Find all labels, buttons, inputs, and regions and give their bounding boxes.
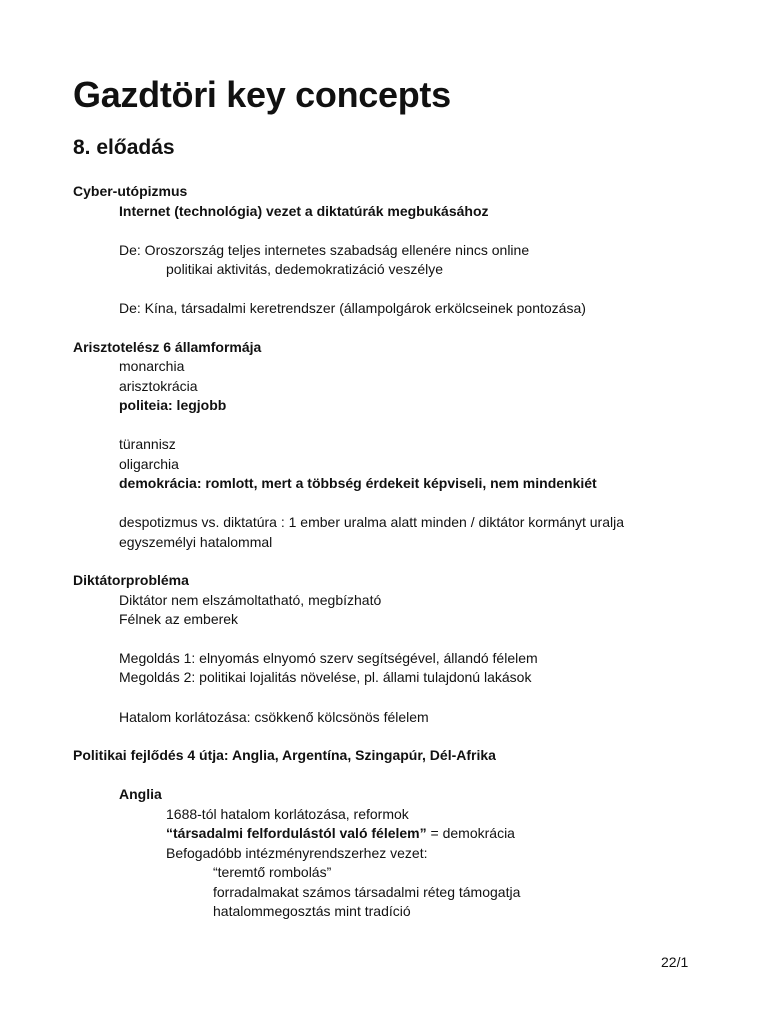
anglia-line-1: 1688-tól hatalom korlátozása, reformok [166,806,409,822]
arisztotelesz-heading: Arisztotelész 6 államformája [73,339,262,355]
arisztotelesz-item-7: despotizmus vs. diktatúra : 1 ember uralma alatt minden / diktátor kormányt uralja [119,514,624,530]
anglia-line-4: “teremtő rombolás” [213,864,332,880]
diktator-line-3: Megoldás 1: elnyomás elnyomó szerv segítségével, állandó félelem [119,650,538,666]
anglia-line-2-rest: = demokrácia [426,825,515,841]
lecture-number: 8. előadás [73,136,175,159]
page-number: 22/1 [661,954,689,970]
arisztotelesz-item-1: monarchia [119,358,185,374]
arisztotelesz-item-6: demokrácia: romlott, mert a többség érdekeit képviseli, nem mindenkiét [119,475,597,491]
anglia-line-3: Befogadóbb intézményrendszerhez vezet: [166,845,428,861]
anglia-heading: Anglia [119,786,162,802]
arisztotelesz-item-4: türannisz [119,436,176,452]
arisztotelesz-item-3: politeia: legjobb [119,397,227,413]
diktator-heading: Diktátorprobléma [73,572,189,588]
cyber-line-1: Internet (technológia) vezet a diktatúrák megbukásához [119,203,489,219]
anglia-line-2 [166,824,515,842]
cyber-heading: Cyber-utópizmus [73,183,188,199]
page-title: Gazdtöri key concepts [73,74,451,115]
diktator-line-2: Félnek az emberek [119,611,239,627]
cyber-line-2: De: Oroszország teljes internetes szabadság ellenére nincs online [119,242,530,258]
cyber-line-4: De: Kína, társadalmi keretrendszer (állampolgárok erkölcseinek pontozása) [119,300,586,316]
anglia-line-2-bold: “társadalmi felfordulástól való félelem” [166,825,427,841]
arisztotelesz-item-2: arisztokrácia [119,378,198,394]
arisztotelesz-item-8: egyszemélyi hatalommal [119,534,273,550]
cyber-line-3: politikai aktivitás, dedemokratizáció veszélye [166,261,444,277]
anglia-line-6: hatalommegosztás mint tradíció [213,903,411,919]
diktator-line-1: Diktátor nem elszámoltatható, megbízható [119,592,382,608]
diktator-line-4: Megoldás 2: politikai lojalitás növelése, pl. állami tulajdonú lakások [119,669,532,685]
anglia-line-5: forradalmakat számos társadalmi réteg támogatja [213,884,521,900]
diktator-line-5: Hatalom korlátozása: csökkenő kölcsönös félelem [119,709,429,725]
politikai-heading: Politikai fejlődés 4 útja: Anglia, Argentína, Szingapúr, Dél-Afrika [73,747,496,763]
arisztotelesz-item-5: oligarchia [119,456,179,472]
